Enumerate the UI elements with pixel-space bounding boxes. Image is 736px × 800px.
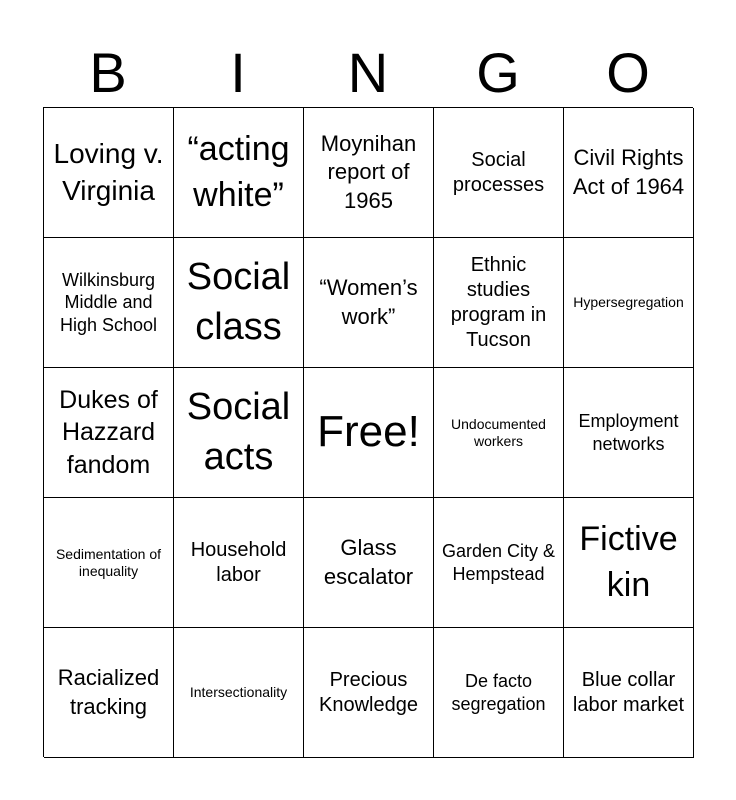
cell-text: Blue collar labor market bbox=[572, 668, 685, 716]
bingo-cell[interactable] bbox=[564, 628, 694, 758]
cell-text: “Women’s work” bbox=[319, 274, 418, 329]
cell-text: Glass escalator bbox=[323, 534, 414, 589]
cell-text: Precious Knowledge bbox=[319, 668, 418, 716]
header-letter-n: N bbox=[347, 41, 389, 104]
header-letter-o: O bbox=[606, 41, 650, 104]
cell-text: Hypersegregation bbox=[573, 294, 684, 311]
cell-text: Undocumented workers bbox=[451, 415, 546, 449]
bingo-header bbox=[43, 40, 693, 106]
bingo-cell[interactable] bbox=[564, 368, 694, 498]
cell-text: Sedimentation of inequality bbox=[55, 545, 162, 579]
bingo-cell[interactable] bbox=[564, 498, 694, 628]
bingo-cell[interactable] bbox=[304, 498, 434, 628]
bingo-cell[interactable] bbox=[44, 108, 174, 238]
bingo-cell[interactable] bbox=[174, 238, 304, 368]
header-letter-g: G bbox=[476, 41, 520, 104]
bingo-cell[interactable] bbox=[434, 628, 564, 758]
bingo-cell[interactable] bbox=[44, 238, 174, 368]
bingo-cell[interactable] bbox=[304, 238, 434, 368]
cell-text: Dukes of Hazzard fandom bbox=[59, 385, 158, 479]
cell-text: Social class bbox=[186, 256, 291, 348]
cell-text: Social acts bbox=[186, 386, 291, 478]
header-letter-b: B bbox=[89, 41, 127, 104]
free-space-cell[interactable] bbox=[304, 368, 434, 498]
bingo-cell[interactable] bbox=[434, 498, 564, 628]
cell-text: Social processes bbox=[452, 148, 545, 196]
bingo-cell[interactable] bbox=[174, 368, 304, 498]
cell-text: Ethnic studies program in Tucson bbox=[450, 253, 547, 351]
bingo-cell[interactable] bbox=[174, 108, 304, 238]
bingo-cell[interactable] bbox=[564, 108, 694, 238]
bingo-cell[interactable] bbox=[174, 628, 304, 758]
cell-text: Loving v. Virginia bbox=[53, 138, 164, 206]
bingo-cell[interactable] bbox=[434, 238, 564, 368]
cell-text: Intersectionality bbox=[189, 684, 288, 701]
bingo-cell[interactable] bbox=[44, 628, 174, 758]
cell-text: Household labor bbox=[190, 538, 287, 586]
bingo-board bbox=[43, 107, 693, 757]
bingo-cell[interactable] bbox=[434, 108, 564, 238]
bingo-cell[interactable] bbox=[304, 108, 434, 238]
bingo-cell[interactable] bbox=[304, 628, 434, 758]
cell-text: Moynihan report of 1965 bbox=[320, 130, 417, 213]
bingo-cell[interactable] bbox=[434, 368, 564, 498]
cell-text: Civil Rights Act of 1964 bbox=[572, 144, 685, 199]
cell-text: Employment networks bbox=[578, 411, 679, 454]
cell-text: Racialized tracking bbox=[57, 664, 160, 719]
bingo-cell[interactable] bbox=[44, 498, 174, 628]
cell-text: “acting white” bbox=[187, 129, 290, 214]
cell-text: Fictive kin bbox=[579, 519, 678, 604]
header-letter-i: I bbox=[230, 41, 246, 104]
bingo-cell[interactable] bbox=[174, 498, 304, 628]
cell-text: Wilkinsburg Middle and High School bbox=[59, 269, 158, 335]
bingo-cell[interactable] bbox=[44, 368, 174, 498]
free-space-text: Free! bbox=[317, 407, 420, 457]
cell-text: De facto segregation bbox=[451, 671, 546, 714]
cell-text: Garden City & Hempstead bbox=[441, 541, 556, 584]
bingo-cell[interactable] bbox=[564, 238, 694, 368]
